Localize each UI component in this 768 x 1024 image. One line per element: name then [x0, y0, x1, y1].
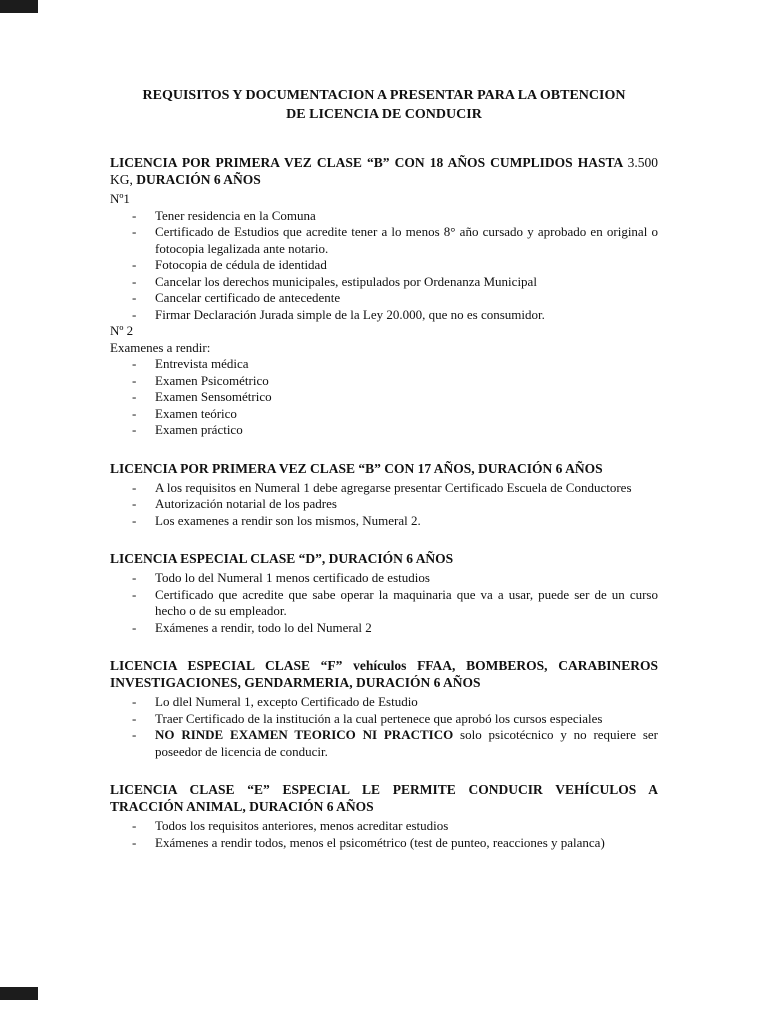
bullet-item: [110, 727, 658, 760]
bullet-text: Certificado de Estudios que acredite tener a lo menos 8° año cursado y aprobado en original o fotocopia legalizada ante notario.: [155, 224, 658, 256]
bullet-dash: -: [132, 290, 137, 305]
document-title: [110, 86, 658, 124]
bullet-text: A los requisitos en Numeral 1 debe agregarse presentar Certificado Escuela de Conductores: [155, 479, 632, 495]
bullet-item: [110, 480, 658, 497]
bullet-text: Todo lo del Numeral 1 menos certificado de estudios: [155, 570, 430, 585]
bullet-text: Todos los requisitos anteriores, menos acreditar estudios: [155, 818, 449, 833]
bullet-dash: -: [132, 306, 137, 322]
bullet-dash: -: [132, 512, 137, 528]
bullet-item: [110, 290, 658, 307]
bullet-dash: -: [132, 405, 137, 421]
bullet-item: [110, 208, 658, 225]
bullet-text: Cancelar los derechos municipales, estipulados por Ordenanza Municipal: [155, 273, 537, 289]
bullet-item: [110, 513, 658, 530]
bullet-item: [110, 496, 658, 513]
plain-line: Examenes a rendir:: [110, 339, 211, 355]
bullet-item: [110, 257, 658, 274]
bullet-item: [110, 620, 658, 637]
document-title-line-1: REQUISITOS Y DOCUMENTACION A PRESENTAR PARA LA OBTENCION: [142, 88, 626, 103]
plain-line: Nº 2: [110, 323, 134, 338]
bullet-dash: -: [132, 224, 137, 239]
bullet-item: [110, 406, 658, 423]
bullet-text: Examen Psicométrico: [155, 372, 269, 388]
bullet-text: Certificado que acredite que sabe operar la maquinaria que va a usar, puede ser de un curso hecho o de su empleador.: [155, 586, 658, 618]
bullet-item: [110, 818, 658, 835]
plain-line: Nº1: [110, 191, 130, 206]
bullet-text: Firmar Declaración Jurada simple de la Ley 20.000, que no es consumidor.: [155, 306, 545, 322]
bullet-text: NO RINDE EXAMEN TEORICO NI PRACTICO solo psicotécnico y no requiere ser poseedor de licencia de conducir.: [155, 727, 659, 759]
bullet-text: Autorización notarial de los padres: [155, 496, 337, 511]
bullet-dash: -: [132, 619, 137, 635]
bullet-text: Examen práctico: [155, 422, 243, 437]
bullet-item: [110, 422, 658, 439]
bullet-dash: -: [132, 389, 137, 404]
bullet-item: [110, 373, 658, 390]
bullet-item: [110, 356, 658, 373]
bullet-dash: -: [132, 257, 137, 272]
bullet-text: Examen Sensométrico: [155, 389, 272, 404]
bullet-dash: -: [132, 372, 137, 388]
bullet-item: [110, 389, 658, 406]
bullet-text: Los examenes a rendir son los mismos, Numeral 2.: [155, 512, 421, 528]
bullet-dash: -: [132, 570, 137, 585]
bullet-dash: -: [132, 273, 137, 289]
bullet-item: [110, 570, 658, 587]
bullet-item: [110, 587, 658, 620]
bullet-text: Examen teórico: [155, 405, 237, 421]
bullet-item: [110, 224, 658, 257]
bullet-item: [110, 274, 658, 291]
section-heading: LICENCIA ESPECIAL CLASE “F” vehículos FFAA, BOMBEROS, CARABINEROS INVESTIGACIONES, GENDARMERIA, DURACIÓN 6 AÑOS: [110, 658, 658, 690]
document-title-line-2: DE LICENCIA DE CONDUCIR: [286, 107, 482, 122]
bullet-dash: -: [132, 710, 137, 726]
section-heading: LICENCIA POR PRIMERA VEZ CLASE “B” CON 17 AÑOS, DURACIÓN 6 AÑOS: [110, 460, 603, 476]
bullet-text: Fotocopia de cédula de identidad: [155, 257, 327, 272]
section-heading: LICENCIA ESPECIAL CLASE “D”, DURACIÓN 6 AÑOS: [110, 551, 454, 566]
bullet-item: [110, 711, 658, 728]
bullet-text: Exámenes a rendir todos, menos el psicométrico (test de punteo, reacciones y palanca): [155, 834, 605, 850]
bullet-item: [110, 307, 658, 324]
bullet-dash: -: [132, 207, 137, 223]
bullet-dash: -: [132, 479, 137, 495]
bullet-dash: -: [132, 496, 137, 511]
document-body: [110, 154, 658, 851]
bullet-text: Traer Certificado de la institución a la cual pertenece que aprobó los cursos especiales: [155, 710, 603, 726]
bullet-dash: -: [132, 586, 137, 602]
bullet-dash: -: [132, 818, 137, 833]
bullet-item: [110, 835, 658, 852]
bullet-text: Cancelar certificado de antecedente: [155, 290, 341, 305]
bullet-dash: -: [132, 727, 137, 742]
bullet-dash: -: [132, 356, 137, 371]
bullet-dash: -: [132, 834, 137, 850]
bullet-text: Tener residencia en la Comuna: [155, 207, 316, 223]
bullet-text: Entrevista médica: [155, 356, 249, 371]
bullet-item: [110, 694, 658, 711]
bullet-dash: -: [132, 694, 137, 709]
bullet-text: Exámenes a rendir, todo lo del Numeral 2: [155, 619, 372, 635]
bullet-text: Lo dlel Numeral 1, excepto Certificado de Estudio: [155, 694, 418, 709]
section-heading: LICENCIA CLASE “E” ESPECIAL LE PERMITE CONDUCIR VEHÍCULOS A TRACCIÓN ANIMAL, DURACIÓN 6 AÑOS: [110, 782, 658, 814]
bullet-dash: -: [132, 422, 137, 437]
section-heading: LICENCIA POR PRIMERA VEZ CLASE “B” CON 18 AÑOS CUMPLIDOS HASTA 3.500 KG, DURACIÓN 6 AÑOS: [110, 155, 658, 187]
